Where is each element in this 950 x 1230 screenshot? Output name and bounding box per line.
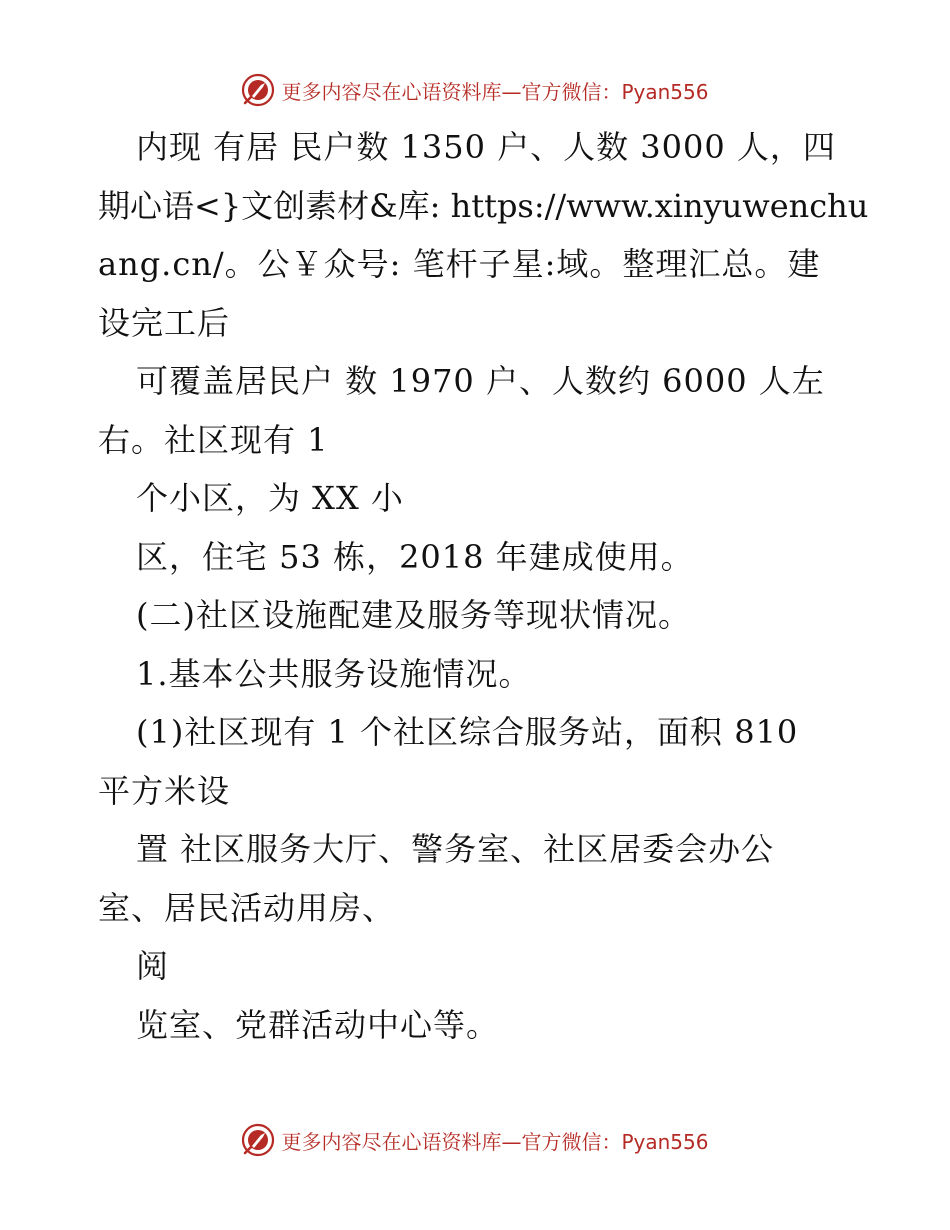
- body-line: 置 社区服务大厅、警务室、社区居委会办公: [136, 830, 775, 868]
- body-line: ang.cn/。公￥众号: 笔杆子星:域。整理汇总。建: [98, 245, 821, 283]
- body-line: 可覆盖居民户 数 1970 户、人数约 6000 人左: [136, 362, 825, 400]
- body-line: 内现 有居 民户数 1350 户、人数 3000 人，四: [136, 128, 836, 166]
- header-banner-text: 更多内容尽在心语资料库—官方微信：Pyan556: [281, 79, 709, 104]
- pen-nib-logo-icon: [241, 1123, 275, 1157]
- body-line: (1)社区现有 1 个社区综合服务站，面积 810: [136, 713, 799, 751]
- body-line: 平方米设: [98, 771, 231, 810]
- body-line: 室、居民活动用房、: [98, 888, 396, 927]
- body-line: 期心语<}文创素材&库: https://www.xinyuwenchu: [98, 186, 869, 225]
- pen-nib-logo-icon: [241, 73, 275, 107]
- body-line: 览室、党群活动中心等。: [136, 1005, 500, 1044]
- body-line: 右。社区现有 1: [98, 420, 329, 459]
- document-body: [98, 118, 869, 1054]
- body-line: (二)社区设施配建及服务等现状情况。: [136, 596, 691, 634]
- body-line: 1.基本公共服务设施情况。: [136, 654, 532, 693]
- body-line: 区，住宅 53 栋，2018 年建成使用。: [136, 537, 694, 576]
- header-banner: [0, 70, 950, 110]
- footer-banner-text: 更多内容尽在心语资料库—官方微信：Pyan556: [281, 1129, 709, 1154]
- body-line: 设完工后: [98, 303, 231, 342]
- body-line: 阅: [136, 947, 170, 985]
- body-line: 个小区，为 XX 小: [136, 479, 404, 517]
- footer-banner: [0, 1120, 950, 1160]
